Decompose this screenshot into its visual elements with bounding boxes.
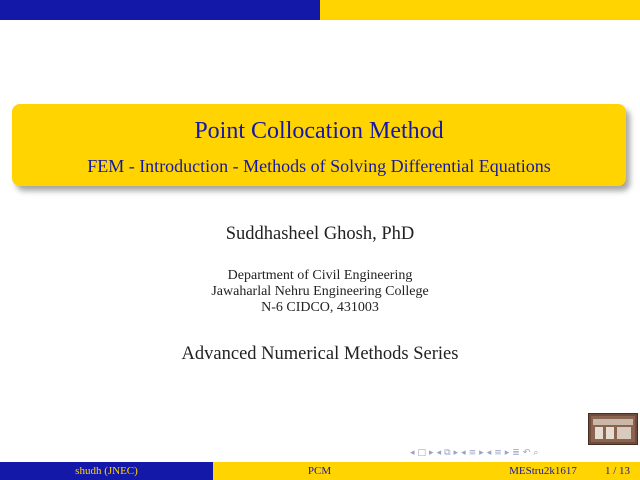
title-block xyxy=(12,104,626,186)
slide-subtitle: FEM - Introduction - Methods of Solving Differential Equations xyxy=(87,156,551,176)
nav-undo-icon[interactable]: ↶ xyxy=(522,448,531,458)
nav-section-icon[interactable]: ⧉ xyxy=(444,448,451,458)
nav-section-icon[interactable]: ◂ xyxy=(436,448,442,458)
footer-author: shudh (JNEC) xyxy=(0,462,213,480)
top-bar-blue-segment xyxy=(0,0,320,20)
college-logo xyxy=(588,413,638,445)
beamer-navigation[interactable] xyxy=(410,447,538,459)
institute-block xyxy=(0,268,640,316)
series-name: Advanced Numerical Methods Series xyxy=(181,344,459,364)
nav-next-icon[interactable]: ◂ xyxy=(486,448,492,458)
footer-course-code: MEStru2k1617 xyxy=(509,465,577,477)
footer-short-title: PCM xyxy=(213,462,426,480)
slide-title: Point Collocation Method xyxy=(194,118,444,144)
nav-subsection-icon[interactable]: ≡ xyxy=(468,448,477,458)
nav-subsection-icon[interactable]: ◂ xyxy=(461,448,466,458)
nav-last-icon[interactable]: ▸ xyxy=(504,448,510,458)
nav-search-icon[interactable]: ⌕ xyxy=(533,448,539,458)
institute-address: N-6 CIDCO, 431003 xyxy=(261,300,379,315)
nav-prev-icon[interactable]: ▸ xyxy=(429,448,434,458)
nav-first-icon[interactable]: ◂ xyxy=(410,448,415,458)
top-decoration-bar xyxy=(0,0,640,20)
footer-bar xyxy=(0,462,640,480)
footer-page-number: 1 / 13 xyxy=(604,465,630,477)
nav-next-icon[interactable]: ≡ xyxy=(494,448,502,458)
nav-align-icon[interactable]: ≣ xyxy=(512,448,520,458)
college-logo-graphic xyxy=(589,414,637,444)
nav-section-icon[interactable]: ▸ xyxy=(453,448,459,458)
footer-course-and-page xyxy=(426,462,640,480)
top-bar-yellow-segment xyxy=(320,0,640,20)
nav-prev-icon[interactable]: □ xyxy=(417,448,427,458)
institute-college: Jawaharlal Nehru Engineering College xyxy=(211,284,429,299)
author-name: Suddhasheel Ghosh, PhD xyxy=(225,224,415,244)
nav-subsection-icon[interactable]: ▸ xyxy=(479,448,484,458)
institute-department: Department of Civil Engineering xyxy=(227,268,413,283)
